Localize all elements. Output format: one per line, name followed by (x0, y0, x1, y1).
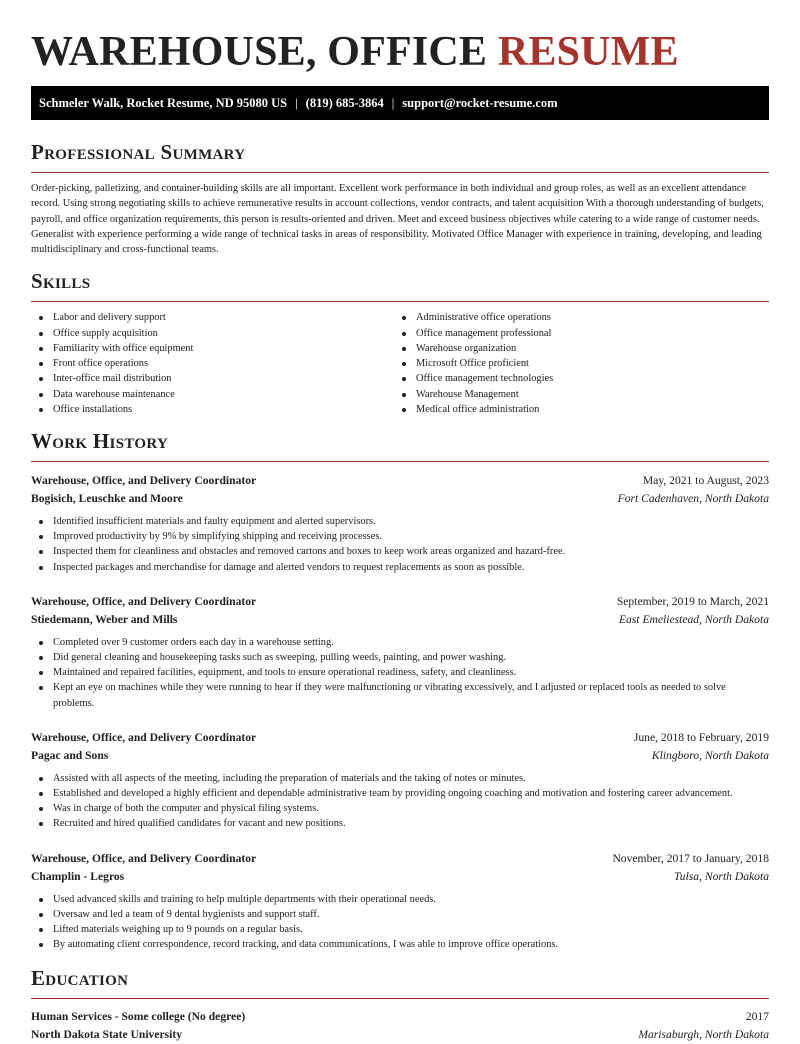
skill-item: Inter-office mail distribution (31, 371, 394, 386)
skills-column-left (31, 310, 394, 416)
job-bullet: Lifted materials weighing up to 9 pounds on a regular basis. (31, 922, 769, 937)
title-accent: RESUME (497, 29, 679, 75)
job-bullets (31, 635, 769, 711)
job-location: Klingboro, North Dakota (651, 748, 769, 762)
skills-section (31, 269, 769, 416)
job-bullet: Completed over 9 customer orders each day in a warehouse setting. (31, 635, 769, 650)
skill-item: Administrative office operations (394, 310, 757, 325)
job-dates: November, 2017 to January, 2018 (612, 851, 769, 865)
job-bullets (31, 771, 769, 832)
job-company-row (31, 747, 769, 765)
skills-grid (31, 310, 769, 416)
skill-item: Office management technologies (394, 371, 757, 386)
job-title: Warehouse, Office, and Delivery Coordinator (31, 473, 257, 487)
job-bullet: Oversaw and led a team of 9 dental hygienists and support staff. (31, 907, 769, 922)
job-header-row (31, 729, 769, 747)
job-dates: September, 2019 to March, 2021 (616, 594, 769, 608)
skill-item: Labor and delivery support (31, 310, 394, 325)
contact-phone: (819) 685-3864 (305, 96, 384, 110)
section-divider (31, 461, 769, 462)
skill-item: Warehouse organization (394, 341, 757, 356)
job-title: Warehouse, Office, and Delivery Coordinator (31, 730, 257, 744)
job-entry (31, 850, 769, 953)
contact-address: Schmeler Walk, Rocket Resume, ND 95080 US (39, 96, 288, 110)
job-bullet: Was in charge of both the computer and physical filing systems. (31, 801, 769, 816)
job-header-row (31, 850, 769, 868)
title-main: WAREHOUSE, OFFICE (31, 29, 488, 75)
job-company: Pagac and Sons (31, 748, 109, 762)
skill-item: Warehouse Management (394, 387, 757, 402)
job-bullets (31, 892, 769, 953)
skill-item: Medical office administration (394, 402, 757, 417)
job-bullet: Established and developed a highly efficient and dependable administrative team by providing ongoing coaching and motivation and fostering career advancement. (31, 786, 769, 801)
job-company-row (31, 611, 769, 629)
contact-separator: | (295, 96, 298, 110)
education-degree: Human Services - Some college (No degree) (31, 1010, 246, 1024)
education-header-row (31, 1008, 769, 1026)
job-location: East Emeliestead, North Dakota (618, 612, 769, 626)
job-company: Bogisich, Leuschke and Moore (31, 491, 183, 505)
education-section (31, 966, 769, 1044)
education-entry (31, 1008, 769, 1044)
job-header-row (31, 593, 769, 611)
skill-item: Microsoft Office proficient (394, 356, 757, 371)
section-divider (31, 172, 769, 173)
education-location: Marisaburgh, North Dakota (638, 1028, 769, 1042)
education-heading: Education (31, 966, 129, 991)
job-company: Stiedemann, Weber and Mills (31, 612, 178, 626)
section-divider (31, 301, 769, 302)
job-bullet: Inspected them for cleanliness and obstacles and removed cartons and boxes to keep work areas organized and hazard-free. (31, 544, 769, 559)
skill-item: Front office operations (31, 356, 394, 371)
job-title: Warehouse, Office, and Delivery Coordinator (31, 594, 257, 608)
job-bullet: Improved productivity by 9% by simplifying shipping and receiving processes. (31, 529, 769, 544)
job-company-row (31, 490, 769, 508)
job-bullet: By automating client correspondence, record tracking, and data communications, I was able to improve office operations. (31, 937, 769, 952)
job-bullet: Kept an eye on machines while they were running to hear if they were malfunctioning or vibrating excessively, and I adjusted or replaced tools as needed to solve problems. (31, 680, 769, 710)
education-year: 2017 (745, 1010, 769, 1024)
summary-heading: Professional Summary (31, 140, 246, 164)
resume-page (31, 0, 769, 1044)
contact-email[interactable]: support@rocket-resume.com (402, 96, 558, 110)
job-location: Tulsa, North Dakota (673, 869, 769, 883)
job-title: Warehouse, Office, and Delivery Coordinator (31, 851, 257, 865)
job-entry (31, 593, 769, 711)
job-company-row (31, 868, 769, 886)
job-bullet: Identified insufficient materials and faulty equipment and alerted supervisors. (31, 514, 769, 529)
summary-text: Order-picking, palletizing, and container-building skills are all important. Excellent work performance in both individual and group roles, as well as an excellent attendance record. Using strong negotiating skills to achieve remunerative results in account collections, vendor contracts, and talent acquisition With a thorough understanding of budgets, payroll, and office organization requirements, this person is results-oriented and driven. Meet and exceed business objectives while catering to a wide range of customer needs. Generalist with experience performing a wide range of technical tasks in areas of responsibility. Motivated Office Manager with experience in training, developing, and leading multidisciplinary and cross-functional teams. (31, 183, 764, 256)
work-history-heading: Work History (31, 428, 169, 453)
job-dates: June, 2018 to February, 2019 (633, 730, 769, 744)
job-bullet: Assisted with all aspects of the meeting, including the preparation of materials and the taking of notes or minutes. (31, 771, 769, 786)
skill-item: Office management professional (394, 326, 757, 341)
summary-section (31, 140, 769, 257)
education-school: North Dakota State University (31, 1028, 183, 1042)
section-divider (31, 998, 769, 999)
job-bullet: Used advanced skills and training to help multiple departments with their operational needs. (31, 892, 769, 907)
skill-item: Familiarity with office equipment (31, 341, 394, 356)
job-bullet: Did general cleaning and housekeeping tasks such as sweeping, pulling weeds, painting, and power washing. (31, 650, 769, 665)
job-entry (31, 729, 769, 832)
skill-item: Office supply acquisition (31, 326, 394, 341)
skill-item: Office installations (31, 402, 394, 417)
contact-separator: | (391, 96, 395, 110)
work-history-section (31, 429, 769, 952)
job-bullet: Inspected packages and merchandise for damage and alerted vendors to request replacements as soon as possible. (31, 560, 769, 575)
education-school-row (31, 1026, 769, 1044)
job-header-row (31, 472, 769, 490)
job-bullets (31, 514, 769, 575)
skills-heading: Skills (31, 269, 91, 294)
contact-bar (31, 86, 769, 120)
job-bullet: Maintained and repaired facilities, equipment, and tools to ensure operational readiness, safety, and cleanliness. (31, 665, 769, 680)
job-bullet: Recruited and hired qualified candidates for vacant and new positions. (31, 816, 769, 831)
resume-title (31, 0, 769, 80)
job-location: Fort Cadenhaven, North Dakota (617, 491, 769, 505)
job-dates: May, 2021 to August, 2023 (642, 473, 769, 487)
skill-item: Data warehouse maintenance (31, 387, 394, 402)
job-company: Champlin - Legros (31, 869, 125, 883)
job-entry (31, 472, 769, 575)
skills-column-right (394, 310, 757, 416)
